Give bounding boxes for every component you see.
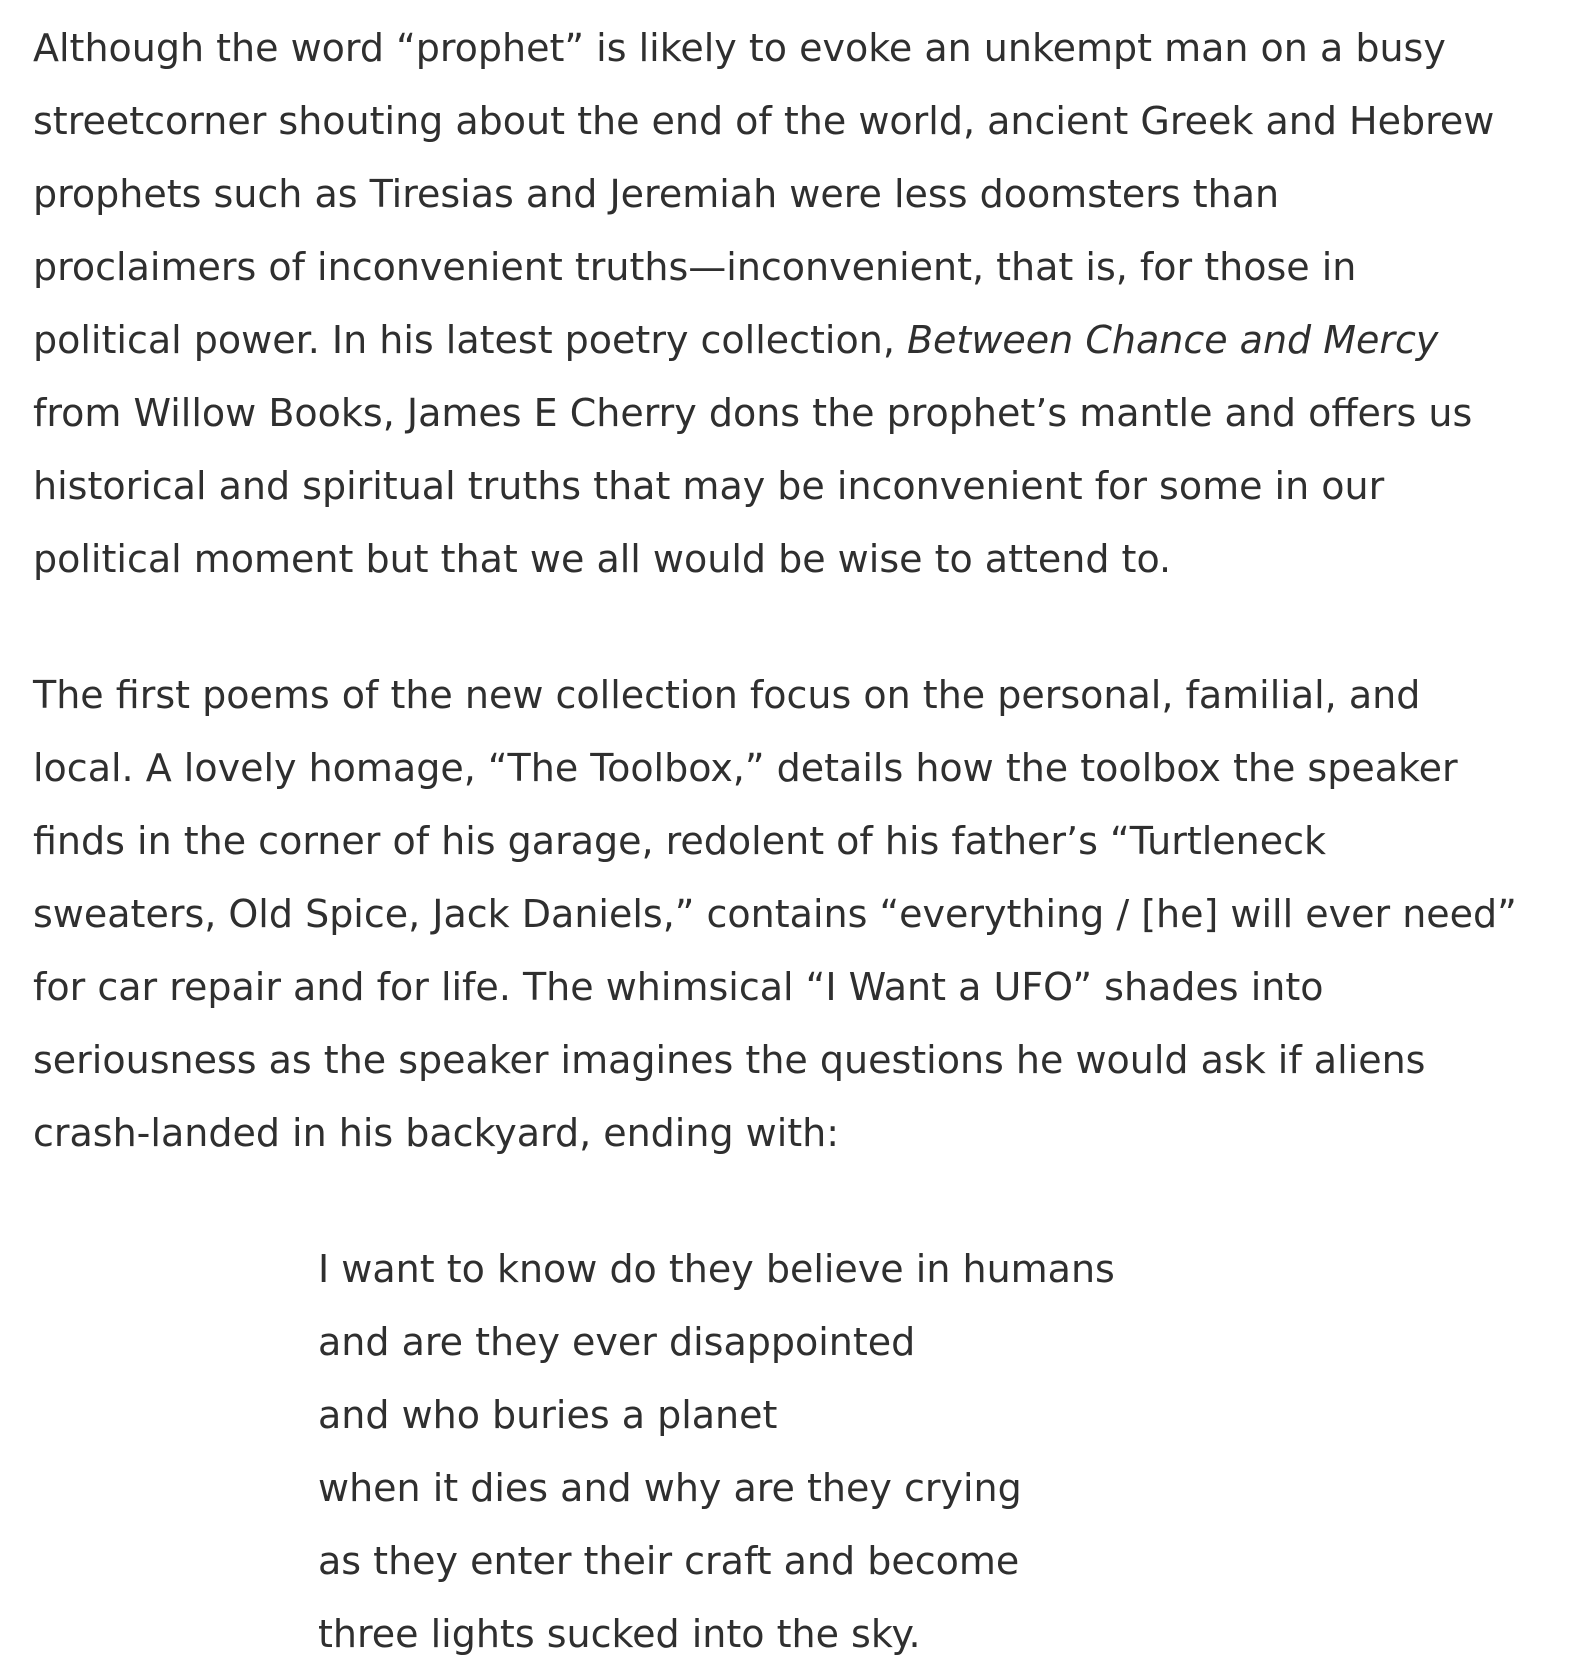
poem-line: I want to know do they believe in humans [318,1247,1115,1291]
poem-line: three lights sucked into the sky. [318,1612,921,1656]
text-line: finds in the corner of his garage, redolent of his father’s “Turtleneck [33,819,1327,863]
poem-line: and are they ever disappointed [318,1320,916,1364]
text-line: The first poems of the new collection focus on the personal, familial, and [33,673,1421,717]
text-line: proclaimers of inconvenient truths—inconvenient, that is, for those in [33,245,1357,289]
text-line: sweaters, Old Spice, Jack Daniels,” contains “everything / [he] will ever need” [33,892,1517,936]
poem-excerpt [318,1233,1115,1671]
book-title: Between Chance and Mercy [906,318,1439,362]
text-line: local. A lovely homage, “The Toolbox,” details how the toolbox the speaker [33,746,1458,790]
paragraph-first-poems [33,659,1517,1170]
text-line: historical and spiritual truths that may be inconvenient for some in our [33,464,1385,508]
poem-line: and who buries a planet [318,1393,778,1437]
text-line [33,304,1494,377]
text-segment: political power. In his latest poetry collection, [33,318,907,362]
poem-line: when it dies and why are they crying [318,1466,1022,1510]
text-line: from Willow Books, James E Cherry dons the prophet’s mantle and offers us [33,391,1473,435]
poem-line: as they enter their craft and become [318,1539,1020,1583]
text-line: Although the word “prophet” is likely to evoke an unkempt man on a busy [33,26,1446,70]
paragraph-intro [33,12,1494,596]
text-line: prophets such as Tiresias and Jeremiah were less doomsters than [33,172,1280,216]
text-line: for car repair and for life. The whimsical “I Want a UFO” shades into [33,965,1324,1009]
text-line: political moment but that we all would be wise to attend to. [33,537,1172,581]
text-line: seriousness as the speaker imagines the questions he would ask if aliens [33,1038,1426,1082]
text-line: crash-landed in his backyard, ending with: [33,1111,840,1155]
text-line: streetcorner shouting about the end of the world, ancient Greek and Hebrew [33,99,1495,143]
